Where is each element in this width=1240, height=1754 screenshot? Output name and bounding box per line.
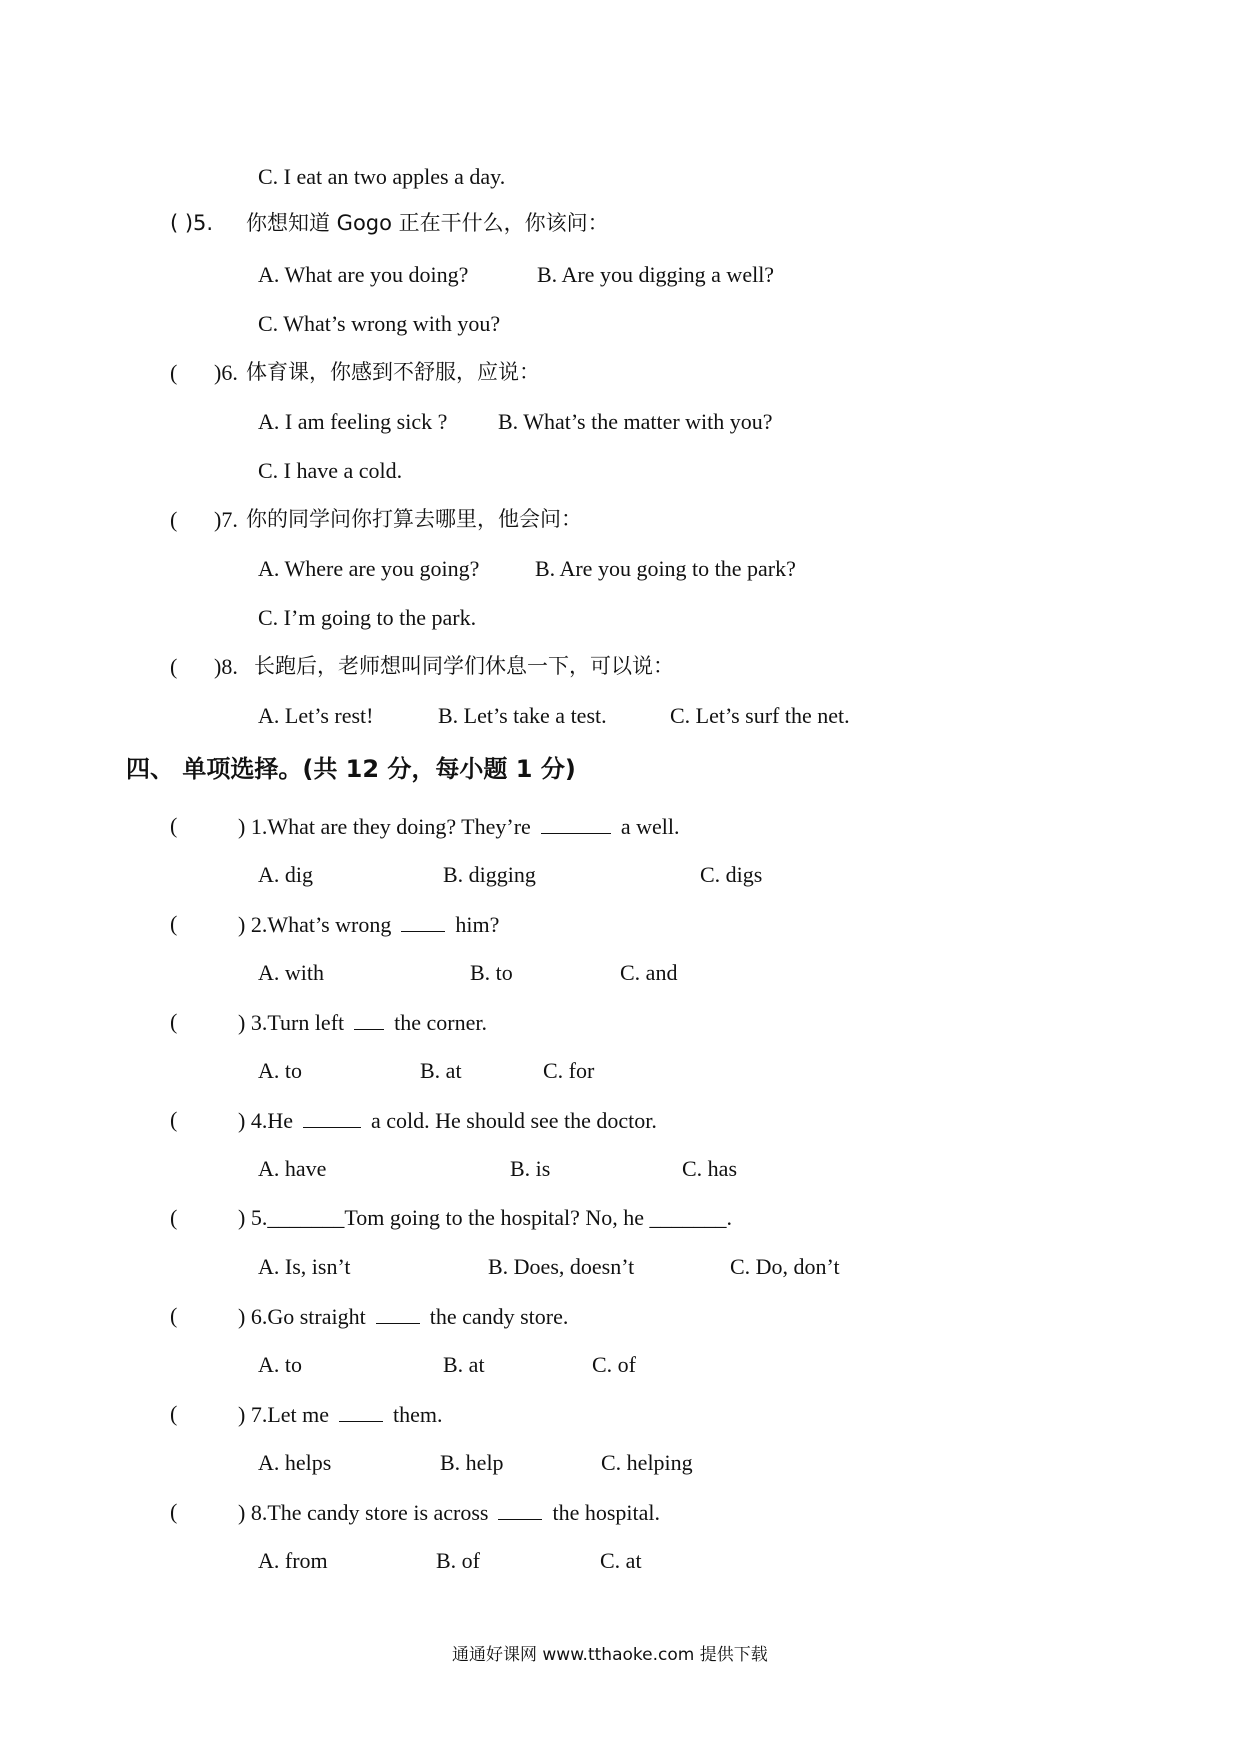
answer-blank[interactable] xyxy=(303,1109,361,1128)
part3-q6-num: )6. xyxy=(214,360,238,385)
part4-q2-option-b: B. to xyxy=(470,960,513,985)
part4-q7-stem xyxy=(238,1403,443,1426)
part3-q7-paren: ( xyxy=(170,507,178,532)
question-text-before-blank: The candy store is across xyxy=(267,1500,489,1525)
part3-q5-option-c: C. What’s wrong with you? xyxy=(258,311,501,336)
part4-q8-option-a: A. from xyxy=(258,1548,328,1573)
answer-blank[interactable] xyxy=(541,815,611,834)
part3-q7-num: )7. xyxy=(214,507,238,532)
part4-q5-option-c: C. Do, don’t xyxy=(730,1254,840,1279)
part4-q4-option-a: A. have xyxy=(258,1156,327,1181)
part4-q6-option-c: C. of xyxy=(592,1352,636,1377)
part4-q8-paren[interactable]: ( xyxy=(170,1499,178,1524)
footer-credit: 通通好课网 www.tthaoke.com 提供下载 xyxy=(452,1645,768,1665)
question-number: ) 7. xyxy=(238,1402,268,1427)
question-text-before-blank: _______Tom going to the hospital? No, he _______. xyxy=(267,1205,733,1230)
part4-q7-option-a: A. helps xyxy=(258,1450,332,1475)
part4-q4-option-b: B. is xyxy=(510,1156,551,1181)
part4-q1-option-c: C. digs xyxy=(700,862,763,887)
part3-q5-option-a: A. What are you doing? xyxy=(258,262,469,287)
part4-q5-option-a: A. Is, isn’t xyxy=(258,1254,351,1279)
part3-q6-text: 体育课，你感到不舒服，应说： xyxy=(246,360,540,384)
part4-q6-paren[interactable]: ( xyxy=(170,1303,178,1328)
answer-blank[interactable] xyxy=(339,1403,383,1422)
answer-blank[interactable] xyxy=(498,1501,542,1520)
question-text-after-blank: them. xyxy=(393,1402,443,1427)
question-number: ) 6. xyxy=(238,1304,268,1329)
part4-q4-paren[interactable]: ( xyxy=(170,1107,178,1132)
question-number: ) 1. xyxy=(238,814,268,839)
part4-q7-option-b: B. help xyxy=(440,1450,504,1475)
answer-blank[interactable] xyxy=(376,1305,420,1324)
question-text-before-blank: Let me xyxy=(267,1402,330,1427)
part3-q8-num: )8. xyxy=(214,654,238,679)
part3-q5-text: 你想知道 Gogo 正在干什么，你该问： xyxy=(246,211,609,235)
part3-q7-option-a: A. Where are you going? xyxy=(258,556,480,581)
part4-q3-paren[interactable]: ( xyxy=(170,1009,178,1034)
part4-q7-paren[interactable]: ( xyxy=(170,1401,178,1426)
part3-q8-option-a: A. Let’s rest! xyxy=(258,703,374,728)
part4-q2-option-a: A. with xyxy=(258,960,324,985)
question-number: ) 2. xyxy=(238,912,268,937)
part3-q8-paren: ( xyxy=(170,654,178,679)
question-text-before-blank: What are they doing? They’re xyxy=(267,814,531,839)
part4-q2-paren[interactable]: ( xyxy=(170,911,178,936)
part4-q7-option-c: C. helping xyxy=(601,1450,693,1475)
part4-q3-stem xyxy=(238,1011,487,1034)
part3-q5-paren: ( )5. xyxy=(170,211,214,235)
question-text-after-blank: the candy store. xyxy=(429,1304,569,1329)
question-text-before-blank: Turn left xyxy=(267,1010,345,1035)
part3-q5-option-b: B. Are you digging a well? xyxy=(537,262,775,287)
part4-q5-option-b: B. Does, doesn’t xyxy=(488,1254,635,1279)
part3-q6-paren: ( xyxy=(170,360,178,385)
part4-q6-option-b: B. at xyxy=(443,1352,485,1377)
part4-q6-stem xyxy=(238,1305,568,1328)
part4-q8-stem xyxy=(238,1501,660,1524)
part3-q6-option-c: C. I have a cold. xyxy=(258,458,403,483)
part4-q1-paren[interactable]: ( xyxy=(170,813,178,838)
question-number: ) 5. xyxy=(238,1205,268,1230)
question-text-after-blank: the hospital. xyxy=(552,1500,661,1525)
part4-q8-option-c: C. at xyxy=(600,1548,642,1573)
part4-q6-option-a: A. to xyxy=(258,1352,302,1377)
part4-q2-option-c: C. and xyxy=(620,960,678,985)
part4-q5-paren[interactable]: ( xyxy=(170,1205,178,1230)
q4-option-c: C. I eat an two apples a day. xyxy=(258,164,506,189)
part3-q6-option-b: B. What’s the matter with you? xyxy=(498,409,773,434)
part4-q1-option-b: B. digging xyxy=(443,862,536,887)
part4-q8-option-b: B. of xyxy=(436,1548,480,1573)
question-number: ) 8. xyxy=(238,1500,268,1525)
question-text-before-blank: What’s wrong xyxy=(267,912,392,937)
part4-q4-stem xyxy=(238,1109,657,1132)
part3-q6-option-a: A. I am feeling sick ? xyxy=(258,409,448,434)
part3-q7-option-b: B. Are you going to the park? xyxy=(535,556,796,581)
answer-blank[interactable] xyxy=(401,913,445,932)
part4-q3-option-a: A. to xyxy=(258,1058,302,1083)
part4-q3-option-c: C. for xyxy=(543,1058,595,1083)
question-text-before-blank: Go straight xyxy=(267,1304,366,1329)
question-text-before-blank: He xyxy=(267,1108,293,1133)
part3-q8-text: 长跑后，老师想叫同学们休息一下，可以说： xyxy=(254,654,674,678)
part3-q8-option-c: C. Let’s surf the net. xyxy=(670,703,850,728)
part4-q1-option-a: A. dig xyxy=(258,862,313,887)
answer-blank[interactable] xyxy=(354,1011,384,1030)
part3-q7-text: 你的同学问你打算去哪里，他会问： xyxy=(246,507,582,531)
part3-q8-option-b: B. Let’s take a test. xyxy=(438,703,607,728)
section-title-part4: 四、 单项选择。(共 12 分，每小题 1 分) xyxy=(126,755,576,783)
part3-q7-option-c: C. I’m going to the park. xyxy=(258,605,477,630)
part4-q4-option-c: C. has xyxy=(682,1156,737,1181)
question-text-after-blank: a well. xyxy=(620,814,680,839)
part4-q2-stem xyxy=(238,913,499,936)
question-number: ) 3. xyxy=(238,1010,268,1035)
question-text-after-blank: the corner. xyxy=(394,1010,487,1035)
question-text-after-blank: a cold. He should see the doctor. xyxy=(370,1108,657,1133)
question-text-after-blank: him? xyxy=(455,912,500,937)
part4-q1-stem xyxy=(238,815,679,838)
part4-q5-stem xyxy=(238,1207,732,1229)
part4-q3-option-b: B. at xyxy=(420,1058,462,1083)
question-number: ) 4. xyxy=(238,1108,268,1133)
